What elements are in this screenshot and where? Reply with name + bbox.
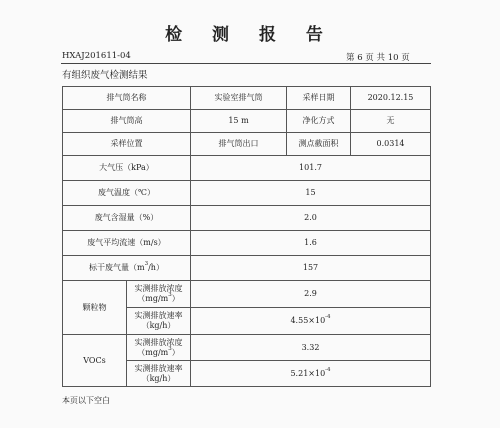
- moisture-label: 废气含湿量（%）: [63, 206, 191, 231]
- temperature-value: 15: [191, 181, 431, 206]
- particulate-label: 颗粒物: [63, 281, 127, 335]
- pm-rate-label: 实测排放速率 （kg/h）: [127, 308, 191, 335]
- section-area-value: 0.0314: [351, 133, 431, 156]
- flow-value: 157: [191, 256, 431, 281]
- stack-name-label: 排气筒名称: [63, 87, 191, 110]
- section-title: 有组织废气检测结果: [62, 70, 148, 81]
- exhaust-gas-results-table: [62, 86, 431, 387]
- vocs-rate-label: 实测排放速率 （kg/h）: [127, 361, 191, 387]
- sampling-position-value: 排气筒出口: [191, 133, 287, 156]
- pm-concentration-value: 2.9: [191, 281, 431, 308]
- table-row: [63, 110, 431, 133]
- pressure-label: 大气压（kPa）: [63, 156, 191, 181]
- footer-note: 本页以下空白: [62, 396, 110, 405]
- velocity-value: 1.6: [191, 231, 431, 256]
- sampling-date-value: 2020.12.15: [351, 87, 431, 110]
- stack-height-label: 排气筒高: [63, 110, 191, 133]
- temperature-label: 废气温度（℃）: [63, 181, 191, 206]
- table-row: [63, 206, 431, 231]
- report-number: HXAJ201611-04: [62, 51, 131, 61]
- vocs-concentration-label: 实测排放浓度 $(mg/m^3)$: [127, 335, 191, 361]
- velocity-label: 废气平均流速（m/s）: [63, 231, 191, 256]
- stack-height-value: 15 m: [191, 110, 287, 133]
- sampling-date-label: 采样日期: [287, 87, 351, 110]
- table-row: [63, 335, 431, 361]
- stack-name-value: 实验室排气筒: [191, 87, 287, 110]
- vocs-label: VOCs: [63, 335, 127, 387]
- table-row: [63, 181, 431, 206]
- table-row: [63, 281, 431, 308]
- vocs-concentration-value: 3.32: [191, 335, 431, 361]
- report-title: 检 测 报 告: [165, 25, 335, 45]
- moisture-value: 2.0: [191, 206, 431, 231]
- table-row: [63, 87, 431, 110]
- section-area-label: 测点截面积: [287, 133, 351, 156]
- header-rule: [61, 63, 431, 64]
- table-row: [63, 156, 431, 181]
- page-number: 第 6 页 共 10 页: [346, 53, 410, 63]
- table-row: [63, 231, 431, 256]
- purification-label: 净化方式: [287, 110, 351, 133]
- pressure-value: 101.7: [191, 156, 431, 181]
- table-row: [63, 133, 431, 156]
- pm-concentration-label: 实测排放浓度 $(mg/m^3)$: [127, 281, 191, 308]
- pm-rate-value: $4.55\times 10^{-4}$: [191, 308, 431, 335]
- purification-value: 无: [351, 110, 431, 133]
- vocs-rate-value: $5.21\times 10^{-4}$: [191, 361, 431, 387]
- sampling-position-label: 采样位置: [63, 133, 191, 156]
- flow-label: 标干废气量$(m^3/h)$: [63, 256, 191, 281]
- table-row: [63, 256, 431, 281]
